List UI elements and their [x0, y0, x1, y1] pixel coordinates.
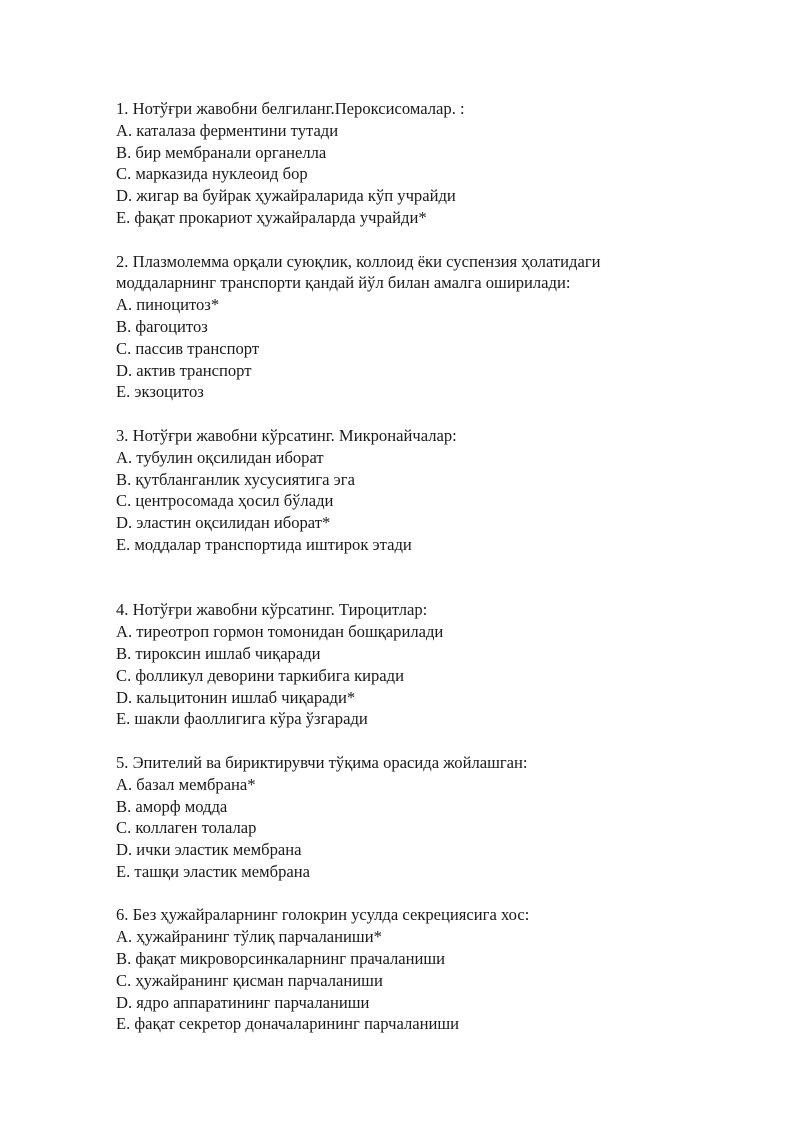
- answer-option-d: D. ички эластик мембрана: [116, 840, 302, 860]
- answer-option-e: E. фақат прокариот ҳужайраларда учрайди*: [116, 207, 427, 227]
- question-text: 4. Нотўғри жавобни кўрсатинг. Тироцитлар:: [116, 600, 428, 620]
- answer-option-d: D. эластин оқсилидан иборат*: [116, 513, 331, 533]
- answer-option-e: E. фақат секретор доначаларининг парчаланиши: [116, 1014, 460, 1034]
- answer-option-c: C. ҳужайранинг қисман парчаланиши: [116, 970, 383, 990]
- answer-option-c: C. фолликул деворини таркибига киради: [116, 665, 404, 685]
- answer-option-b: B. аморф модда: [116, 796, 228, 816]
- question-3: [116, 425, 756, 556]
- answer-option-b: B. қутблангaнлик хусусиятига эга: [116, 469, 355, 489]
- answer-option-d: D. актив транспорт: [116, 360, 252, 380]
- answer-option-a: A. базал мембрана*: [116, 774, 256, 794]
- answer-option-a: A. тиреотроп гормон томонидан бошқарилади: [116, 622, 444, 642]
- question-5: [116, 752, 756, 883]
- question-text: 2. Плазмолемма орқали суюқлик, коллоид ёки суспензия ҳолатидаги: [116, 251, 601, 271]
- answer-option-a: A. пиноцитоз*: [116, 295, 220, 315]
- answer-option-e: E. моддалар транспортида иштирок этади: [116, 534, 412, 554]
- answer-option-b: B. фақат микроворсинкаларнинг прачаланиши: [116, 949, 446, 969]
- answer-option-e: E. ташқи эластик мембрана: [116, 861, 311, 881]
- question-list: [116, 98, 756, 1035]
- answer-option-b: B. фагоцитоз: [116, 316, 208, 336]
- answer-option-d: D. кальцитонин ишлаб чиқаради*: [116, 687, 356, 707]
- question-4: [116, 599, 756, 730]
- answer-option-a: A. ҳужайранинг тўлиқ парчаланиши*: [116, 927, 382, 947]
- answer-option-c: C. пассив транспорт: [116, 338, 260, 358]
- answer-option-e: E. шакли фаоллигига кўра ўзгаради: [116, 709, 368, 729]
- answer-option-d: D. ядро аппаратининг парчаланиши: [116, 992, 370, 1012]
- answer-option-b: B. бир мембранали органелла: [116, 142, 327, 162]
- question-text: 3. Нотўғри жавобни кўрсатинг. Микронайчалар:: [116, 425, 457, 445]
- question-6: [116, 904, 756, 1035]
- answer-option-b: B. тироксин ишлаб чиқаради: [116, 643, 321, 663]
- question-text: 1. Нотўғри жавобни белгиланг.Пероксисомалар. :: [116, 99, 465, 118]
- answer-option-c: C. марказида нуклеоид бор: [116, 164, 308, 184]
- question-text: 5. Эпителий ва бириктирувчи тўқима орасида жойлашган:: [116, 752, 528, 772]
- question-text-continued: моддаларнинг транспорти қандай йўл билан амалга оширилади:: [116, 273, 571, 293]
- answer-option-e: E. экзоцитоз: [116, 382, 204, 402]
- answer-option-d: D. жигар ва буйрак ҳужайраларида кўп учрайди: [116, 186, 456, 206]
- answer-option-c: C. центросомада ҳосил бўлади: [116, 491, 334, 511]
- question-2: [116, 251, 756, 404]
- question-1: [116, 98, 756, 229]
- question-text: 6. Без ҳужайраларнинг голокрин усулда секрециясига хос:: [116, 905, 530, 925]
- answer-option-c: C. коллаген толалар: [116, 818, 257, 838]
- answer-option-a: A. тубулин оқсилидан иборат: [116, 447, 324, 467]
- answer-option-a: A. каталаза ферментини тутади: [116, 120, 339, 140]
